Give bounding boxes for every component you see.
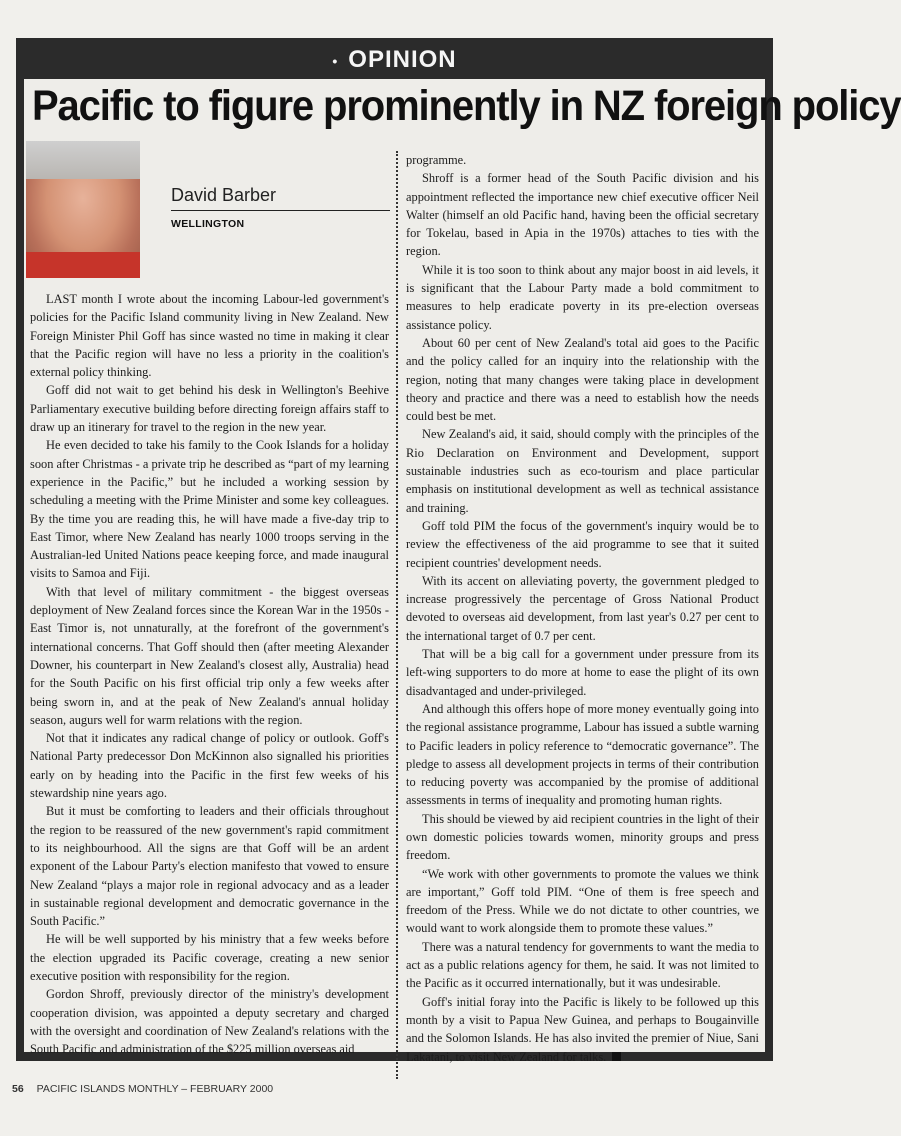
paragraph: LAST month I wrote about the incoming Labour-led government's policies for the Pacific Island community living in New Zealand. New Foreign Minister Phil Goff has since wasted no time in making it clear that the Pacific region will have no less a priority in the coalition's external policy thinking. (30, 292, 389, 380)
dateline-location: WELLINGTON (171, 218, 245, 230)
paragraph: “We work with other governments to promote the values we think are important,” Goff told PIM. “One of them is free speech and freedom of the Press. While we do not dictate to other countries, we would want to work alongside them to promote these values.” (406, 866, 759, 936)
paragraph: That will be a big call for a government under pressure from its left-wing supporters to do more at home to ease the plight of its own disadvantaged and under-privileged. (406, 647, 759, 698)
paragraph: And although this offers hope of more money eventually going into the regional assistance programme, Labour has issued a subtle warning to Pacific leaders in policy reference to “democratic governance”. The pledge to assess all development projects in terms of their contribution to reducing poverty was accompanied by the promise of additional assessments in terms of inequality and promoting human rights. (406, 701, 759, 808)
paragraph-final: Goff's initial foray into the Pacific is likely to be followed up this month by a visit to Papua New Guinea, and perhaps to Bougainville and the Solomon Islands. He has also invited the premier of Niue, Sani Lakatani, to visit New Zealand for talks. (406, 994, 759, 1064)
paragraph: New Zealand's aid, it said, should comply with the principles of the Rio Declaration on Environment and Development, support sustainable industries such as eco-tourism and place particular emphasis on institutional development as well as technical assistance and training. (406, 427, 759, 515)
paragraph-continuation: programme. (406, 153, 467, 167)
paragraph: Goff did not wait to get behind his desk in Wellington's Beehive Parliamentary executive building before directing foreign affairs staff to draw up an itinerary for travel to the region in the new year. (30, 383, 389, 435)
end-mark-icon (612, 1052, 621, 1061)
article-frame (16, 38, 901, 1064)
byline-divider (171, 210, 390, 211)
paragraph: With that level of military commitment - the biggest overseas deployment of New Zealand forces since the Korean War in the 1950s - East Timor is, not unnaturally, at the forefront of the government's international concerns. That Goff should then (after meeting Alexander Downer, his counterpart in New Zealand's closest ally, Australia) head for the South Pacific on his first official trip only a few weeks after being sworn in, and at the peak of New Zealand's annual holiday season, augurs well for warm relations with the region. (30, 584, 389, 727)
paragraph: While it is too soon to think about any major boost in aid levels, it is significant that the Labour Party made a bold commitment to measures to help eradicate poverty in its pre-election overseas assistance policy. (406, 262, 759, 332)
page-number: 56 (12, 1083, 24, 1095)
left-column (30, 290, 389, 1058)
paragraph: Goff told PIM the focus of the government's inquiry would be to review the effectiveness of the aid programme to see that it suited recipient countries' development needs. (406, 518, 759, 570)
column-divider (396, 151, 398, 1079)
paragraph: About 60 per cent of New Zealand's total aid goes to the Pacific and the policy called for an inquiry into the relationship with the region, noting that many changes were taking place in development theory and practice and there was a need to establish how the needs could best be met. (406, 335, 759, 424)
section-label (16, 43, 773, 77)
paragraph: Shroff is a former head of the South Pacific division and his appointment reflected the importance new chief executive officer Neil Walter (himself an old Pacific hand, having been the official secretary for Tokelau, based in Apia in the 1970s) attaches to ties with the region. (406, 171, 759, 259)
author-photo (26, 141, 140, 278)
publication-line: PACIFIC ISLANDS MONTHLY – FEBRUARY 2000 (36, 1083, 274, 1095)
paragraph: There was a natural tendency for governments to want the media to act as a public relations agency for them, he said. It was not limited to the Pacific as it occurred internationally, but it was undesirable. (406, 939, 759, 991)
bullet-icon: • (332, 52, 339, 69)
article-body (24, 79, 901, 1064)
paragraph: Not that it indicates any radical change of policy or outlook. Goff's National Party predecessor Don McKinnon also signalled his priorities early on by heading into the Pacific in the first few weeks of his stewardship nine years ago. (30, 731, 389, 801)
right-column (406, 151, 759, 1066)
paragraph: Gordon Shroff, previously director of the ministry's development cooperation division, was appointed a deputy secretary and charged with the oversight and coordination of New Zealand's relations with the South Pacific and administration of the $225 million overseas aid (30, 987, 389, 1057)
paragraph: He even decided to take his family to the Cook Islands for a holiday soon after Christmas - a private trip he described as “part of my learning experience in the Pacific,” but he included a working session by scheduling a meeting with the Prime Minister and some key colleagues. By the time you are reading this, he will have made a five-day trip to East Timor, where New Zealand has nearly 1000 troops serving in the Australian-led United Nations peace keeping force, and made inaugural visits to Samoa and Fiji. (30, 438, 389, 581)
paragraph: He will be well supported by his ministry that a few weeks before the election upgraded its Pacific coverage, creating a new senior executive position with responsibility for the region. (30, 932, 389, 983)
section-label-text: OPINION (348, 46, 457, 73)
paragraph: But it must be comforting to leaders and their officials throughout the region to be reassured of the new government's rapid commitment to its neighbourhood. All the signs are that Goff will be an ardent exponent of the Labour Party's election manifesto that vowed to ensure New Zealand “plays a major role in regional advocacy and as a leader in sustainable regional development and democratic governance in the South Pacific.” (30, 804, 389, 929)
page-footer (12, 1083, 273, 1095)
paragraph: With its accent on alleviating poverty, the government pledged to increase progressively the percentage of Gross National Product devoted to overseas aid development, from last year's 0.27 per cent to the international target of 0.7 per cent. (406, 573, 759, 643)
author-name: David Barber (171, 185, 277, 205)
headline: Pacific to figure prominently in NZ foreign policy (32, 82, 901, 130)
paragraph: This should be viewed by aid recipient countries in the light of their own domestic policies towards women, minority groups and press freedom. (406, 811, 759, 863)
